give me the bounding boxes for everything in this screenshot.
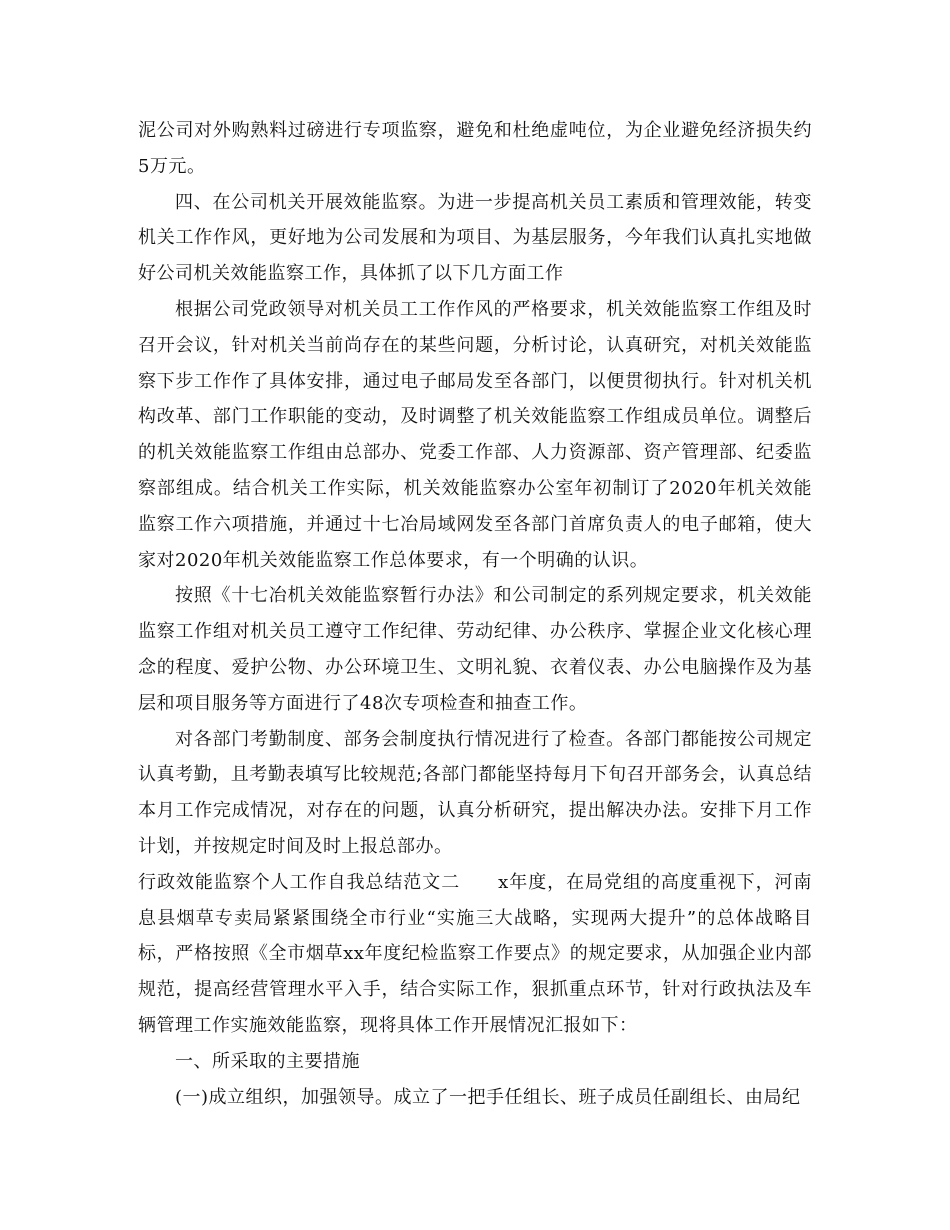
document-body bbox=[138, 113, 812, 1115]
paragraph-1: 泥公司对外购熟料过磅进行专项监察，避免和杜绝虚吨位，为企业避免经济损失约5万元。 bbox=[138, 120, 812, 177]
paragraph-2: 四、在公司机关开展效能监察。为进一步提高机关员工素质和管理效能，转变机关工作作风，更好地为公司发展和为项目、为基层服务，今年我们认真扎实地做好公司机关效能监察工作，具体抓了以下几方面工作 bbox=[138, 191, 812, 285]
paragraph-4: 按照《十七冶机关效能监察暂行办法》和公司制定的系列规定要求，机关效能监察工作组对机关员工遵守工作纪律、劳动纪律、办公秩序、掌握企业文化核心理念的程度、爱护公物、办公环境卫生、文明礼貌、衣着仪表、办公电脑操作及为基层和项目服务等方面进行了48次专项检查和抽查工作。 bbox=[138, 585, 812, 714]
paragraph-3: 根据公司党政领导对机关员工工作作风的严格要求，机关效能监察工作组及时召开会议，针对机关当前尚存在的某些问题，分析讨论，认真研究，对机关效能监察下步工作作了具体安排，通过电子邮局发至各部门，以便贯彻执行。针对机关机构改革、部门工作职能的变动，及时调整了机关效能监察工作组成员单位。调整后的机关效能监察工作组由总部办、党委工作部、人力资源部、资产管理部、纪委监察部组成。结合机关工作实际，机关效能监察办公室年初制订了2020年机关效能监察工作六项措施，并通过十七冶局域网发至各部门首席负责人的电子邮箱，使大家对2020年机关效能监察工作总体要求，有一个明确的认识。 bbox=[138, 298, 812, 571]
paragraph-5: 对各部门考勤制度、部务会制度执行情况进行了检查。各部门都能按公司规定认真考勤，且考勤表填写比较规范;各部门都能坚持每月下旬召开部务会，认真总结本月工作完成情况，对存在的问题，认真分析研究，提出解决办法。安排下月工作计划，并按规定时间及时上报总部办。 bbox=[138, 728, 812, 857]
section-paragraph bbox=[138, 865, 812, 1044]
last-paragraph: (一)成立组织，加强领导。成立了一把手任组长、班子成员任副组长、由局纪 bbox=[175, 1086, 801, 1108]
section-title: 行政效能监察个人工作自我总结范文二 bbox=[138, 871, 461, 893]
subheading: 一、所采取的主要措施 bbox=[175, 1050, 360, 1072]
section-body: x年度，在局党组的高度重视下，河南息县烟草专卖局紧紧围绕全市行业“实施三大战略，实现两大提升”的总体战略目标，严格按照《全市烟草xx年度纪检监察工作要点》的规定要求，从加强企业内部规范，提高经营管理水平入手，结合实际工作，狠抓重点环节，针对行政执法及车辆管理工作实施效能监察，现将具体工作开展情况汇报如下： bbox=[138, 871, 813, 1036]
